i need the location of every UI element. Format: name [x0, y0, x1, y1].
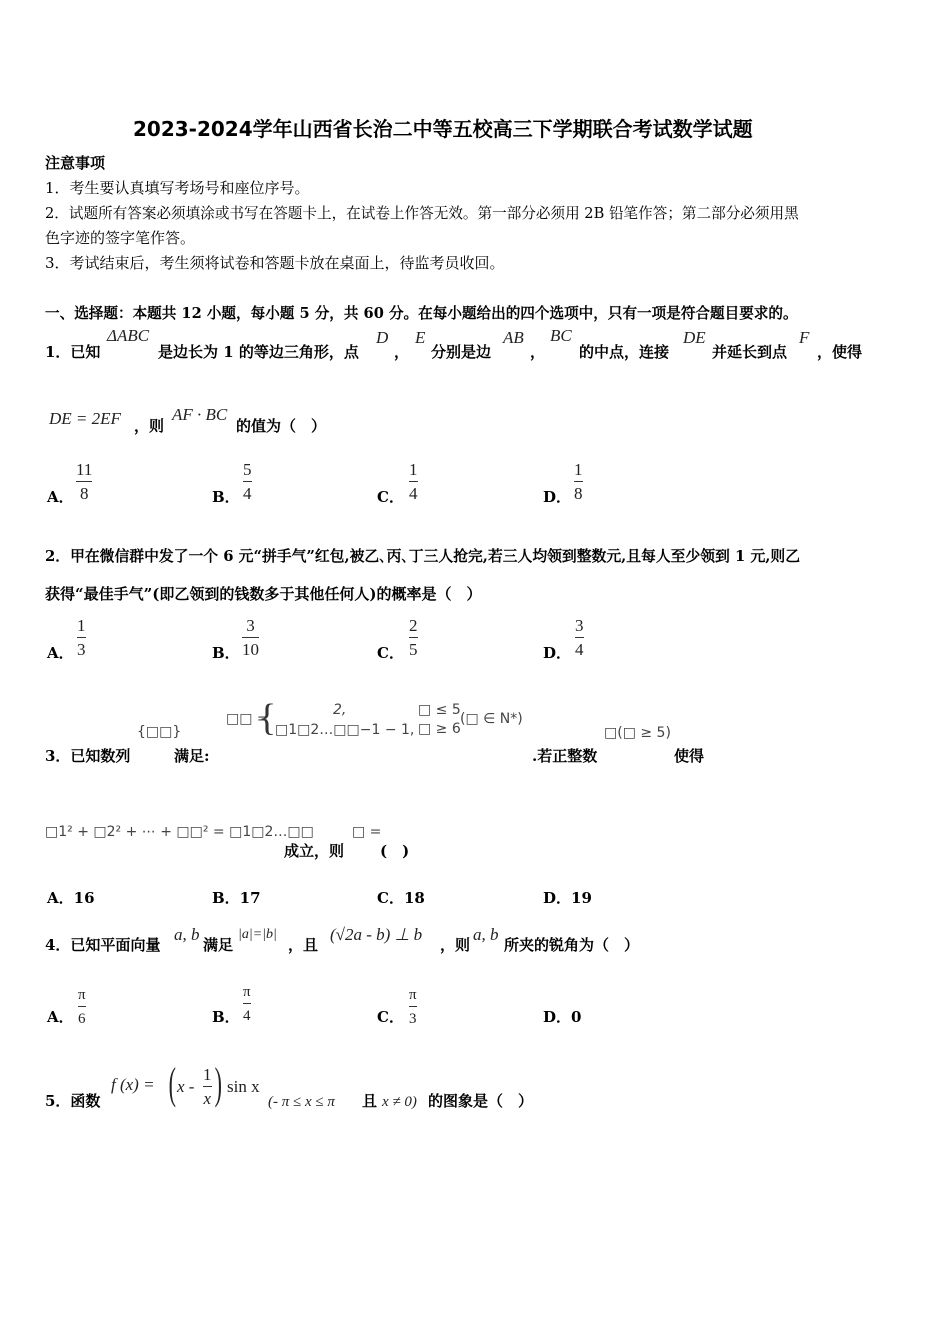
q3-text: 满足:: [174, 747, 210, 765]
q1-math: DE: [683, 328, 706, 347]
q4-math: a, b: [174, 925, 200, 944]
notice-item: 3．考试结束后，考生须将试卷和答题卡放在桌面上，待监考员收回。: [45, 254, 505, 272]
option-label: C．: [377, 488, 404, 506]
option-fraction: [76, 461, 92, 503]
q1-math: E: [415, 328, 426, 347]
q2-text: 获得“最佳手气”(即乙领到的钱数多于其他任何人)的概率是（ ）: [45, 585, 482, 603]
notice-item: 色字迹的签字笔作答。: [45, 229, 196, 247]
q3-option-b[interactable]: B．17: [212, 889, 261, 907]
q4-text: 4．已知平面向量: [45, 936, 161, 954]
option-fraction: [575, 617, 584, 659]
q3-math: (□ ∈ N*): [460, 711, 523, 727]
q5-text: 5．函数: [45, 1092, 101, 1110]
q1-math: F: [799, 328, 810, 347]
q3-math: □□ =: [226, 711, 269, 727]
denominator: 3: [409, 1011, 417, 1027]
option-fraction: [78, 986, 86, 1028]
q3-text: ( ): [380, 842, 410, 860]
q4-text: ，且: [288, 936, 319, 954]
q3-option-d[interactable]: D．19: [543, 889, 592, 907]
option-fraction: [243, 461, 252, 503]
q5-text: 且: [362, 1092, 378, 1110]
denominator: 5: [409, 640, 418, 659]
q4-math: a, b: [473, 925, 499, 944]
q4-math: |a|=|b|: [238, 927, 277, 942]
numerator: π: [78, 987, 86, 1003]
q3-option-a[interactable]: A．16: [47, 889, 95, 907]
q4-option-d[interactable]: D．0: [543, 1008, 582, 1026]
numerator: 2: [409, 616, 418, 635]
option-fraction: [409, 986, 417, 1028]
q3-math: {□□}: [137, 724, 182, 740]
option-label: C．: [377, 1008, 404, 1026]
q1-text: 是边长为 1 的等边三角形，点: [158, 343, 359, 361]
denominator: 4: [243, 484, 252, 503]
page-title: 2023-2024学年山西省长治二中等五校高三下学期联合考试数学试题: [133, 117, 753, 141]
q5-math: (- π ≤ x ≤ π: [268, 1094, 335, 1110]
option-fraction: [242, 617, 259, 659]
numerator: 1: [574, 460, 583, 479]
q5-text: 的图象是（ ）: [428, 1092, 534, 1110]
q1-text: 的值为（ ）: [236, 417, 327, 435]
q3-brace-icon: {: [258, 697, 277, 739]
notice-heading: 注意事项: [45, 154, 106, 172]
q4-text: 所夹的锐角为（ ）: [504, 936, 640, 954]
denominator: 8: [574, 484, 583, 503]
q1-math: AB: [503, 328, 524, 347]
option-fraction: [574, 461, 583, 503]
numerator: 3: [246, 616, 255, 635]
option-label: D．: [543, 488, 572, 506]
q3-text: 使得: [674, 747, 705, 765]
q3-math: □1² + □2² + ⋯ + □□² = □1□2…□□: [45, 824, 314, 840]
left-paren-icon: (: [168, 1059, 176, 1108]
q1-text: ，: [530, 343, 546, 361]
option-label: C．: [377, 644, 404, 662]
q1-text: ，使得: [817, 343, 863, 361]
q3-math: 2,: [333, 702, 347, 718]
q3-text: 成立，则: [284, 842, 345, 860]
q1-text: 1．已知: [45, 343, 101, 361]
q3-math: □ ≤ 5: [418, 702, 461, 718]
q5-math: f (x) =: [111, 1075, 155, 1094]
q5-fraction: [203, 1066, 212, 1108]
q1-text: ，则: [134, 417, 165, 435]
numerator: 11: [76, 460, 93, 479]
q3-text: .若正整数: [532, 747, 598, 765]
notice-item: 1．考生要认真填写考场号和座位序号。: [45, 179, 310, 197]
option-label: A．: [47, 488, 74, 506]
q1-math: ΔABC: [107, 326, 150, 345]
numerator: 3: [575, 616, 584, 635]
q4-math: (√2a - b) ⊥ b: [330, 925, 423, 944]
q3-option-c[interactable]: C．18: [377, 889, 425, 907]
q1-math: D: [376, 328, 389, 347]
option-label: B．: [212, 644, 240, 662]
denominator: 6: [78, 1011, 86, 1027]
q1-math: BC: [550, 326, 572, 345]
denominator: 4: [409, 484, 418, 503]
q5-math: x -: [177, 1077, 195, 1096]
option-label: A．: [47, 1008, 74, 1026]
q3-math: □ ≥ 6: [418, 721, 461, 737]
numerator: π: [243, 984, 251, 1000]
option-fraction: [409, 461, 418, 503]
denominator: 4: [575, 640, 584, 659]
q1-math: DE = 2EF: [49, 409, 121, 428]
q1-text: 的中点，连接: [579, 343, 670, 361]
q1-text: ，: [394, 343, 410, 361]
numerator: 5: [243, 460, 252, 479]
denominator: 4: [243, 1008, 251, 1024]
q5-math: x ≠ 0): [382, 1094, 417, 1110]
q1-text: 分别是边: [431, 343, 492, 361]
option-label: A．: [47, 644, 74, 662]
q3-math: □ =: [352, 824, 382, 840]
option-fraction: [77, 617, 86, 659]
q3-text: 3．已知数列: [45, 747, 131, 765]
option-label: D．: [543, 644, 572, 662]
denominator: 8: [79, 484, 89, 503]
q4-text: ，则: [440, 936, 471, 954]
numerator: π: [409, 987, 417, 1003]
denominator: 3: [77, 640, 86, 659]
option-label: B．: [212, 488, 240, 506]
q4-text: 满足: [203, 936, 234, 954]
q2-text: 2．甲在微信群中发了一个 6 元“拼手气”红包,被乙､丙､丁三人抢完,若三人均领到整数元,且每人至少领到 1 元,则乙: [45, 548, 800, 565]
numerator: 1: [409, 460, 418, 479]
right-paren-icon: ): [214, 1059, 222, 1108]
numerator: 1: [203, 1065, 212, 1084]
q1-text: 并延长到点: [712, 343, 788, 361]
q3-math: □1□2…□□−1 − 1,: [275, 722, 415, 738]
numerator: 1: [77, 616, 86, 635]
option-fraction: [243, 983, 251, 1025]
option-label: B．: [212, 1008, 240, 1026]
option-fraction: [409, 617, 418, 659]
section-heading: 一、选择题：本题共 12 小题，每小题 5 分，共 60 分。在每小题给出的四个选项中，只有一项是符合题目要求的。: [45, 305, 798, 322]
denominator: 10: [242, 640, 259, 659]
q5-math: sin x: [227, 1077, 260, 1096]
q1-math: AF · BC: [172, 405, 228, 424]
denominator: x: [203, 1089, 212, 1108]
notice-item: 2．试题所有答案必须填涂或书写在答题卡上，在试卷上作答无效。第一部分必须用 2B 铅笔作答；第二部分必须用黑: [45, 205, 799, 222]
q3-math: □(□ ≥ 5): [604, 725, 671, 741]
